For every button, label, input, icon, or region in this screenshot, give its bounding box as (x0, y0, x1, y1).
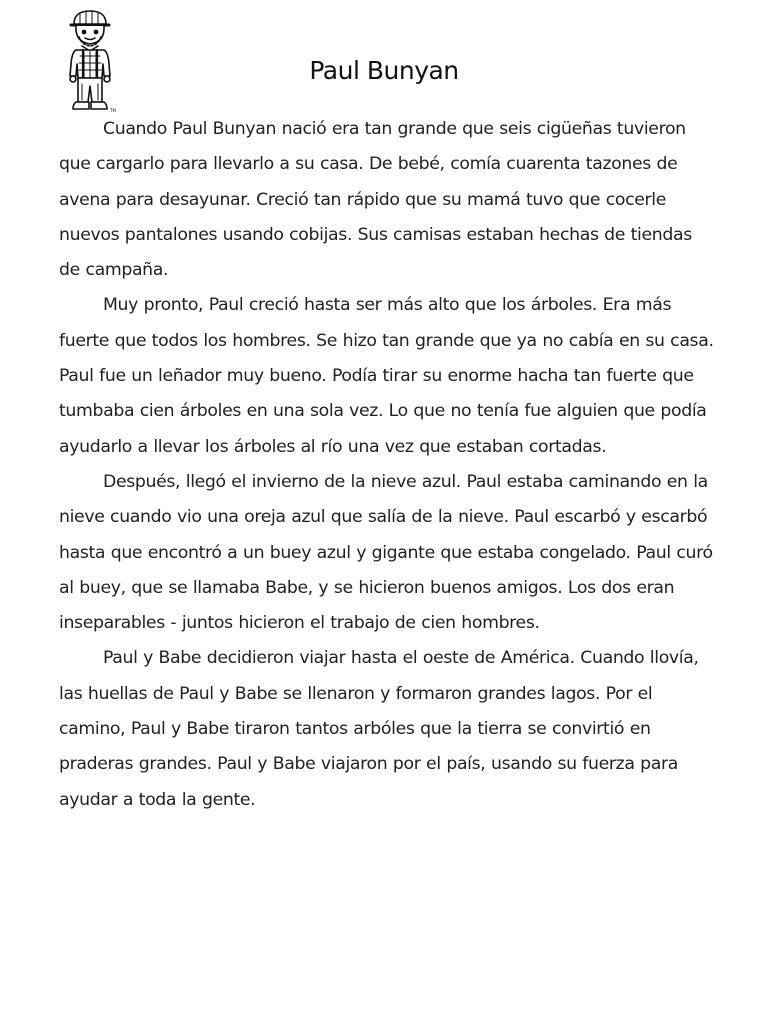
paragraph-4: Paul y Babe decidieron viajar hasta el oeste de América. Cuando llovía, las huellas de Paul y Babe se llenaron y formaron grandes lagos. Por el camino, Paul y Babe tiraron tantos arbóles que la tierra se convirtió en praderas grandes. Paul y Babe viajaron por el país, usando su fuerza para ayudar a toda la gente. (59, 648, 699, 810)
paragraph-1: Cuando Paul Bunyan nació era tan grande que seis cigüeñas tuvieron que cargarlo para llevarlo a su casa. De bebé, comía cuarenta tazones de avena para desayunar. Creció tan rápido que su mamá tuvo que cocerle nuevos pantalones usando cobijas. Sus camisas estaban hechas de tiendas de campaña. (59, 119, 692, 281)
paragraph-2: Muy pronto, Paul creció hasta ser más alto que los árboles. Era más fuerte que todos los hombres. Se hizo tan grande que ya no cabía en su casa. Paul fue un leñador muy bueno. Podía tirar su enorme hacha tan fuerte que tumbaba cien árboles en una sola vez. Lo que no tenía fue alguien que podía ayudarlo a llevar los árboles al río una vez que estaban cortadas. (59, 295, 714, 457)
story-body (59, 112, 714, 818)
paragraph-3: Después, llegó el invierno de la nieve azul. Paul estaba caminando en la nieve cuando vio una oreja azul que salía de la nieve. Paul escarbó y escarbó hasta que encontró a un buey azul y gigante que estaba congelado. Paul curó al buey, que se llamaba Babe, y se hicieron buenos amigos. Los dos eran inseparables - juntos hicieron el trabajo de cien hombres. (59, 471, 713, 634)
svg-text:TM: TM (110, 108, 116, 113)
page-title: Paul Bunyan (309, 56, 459, 85)
